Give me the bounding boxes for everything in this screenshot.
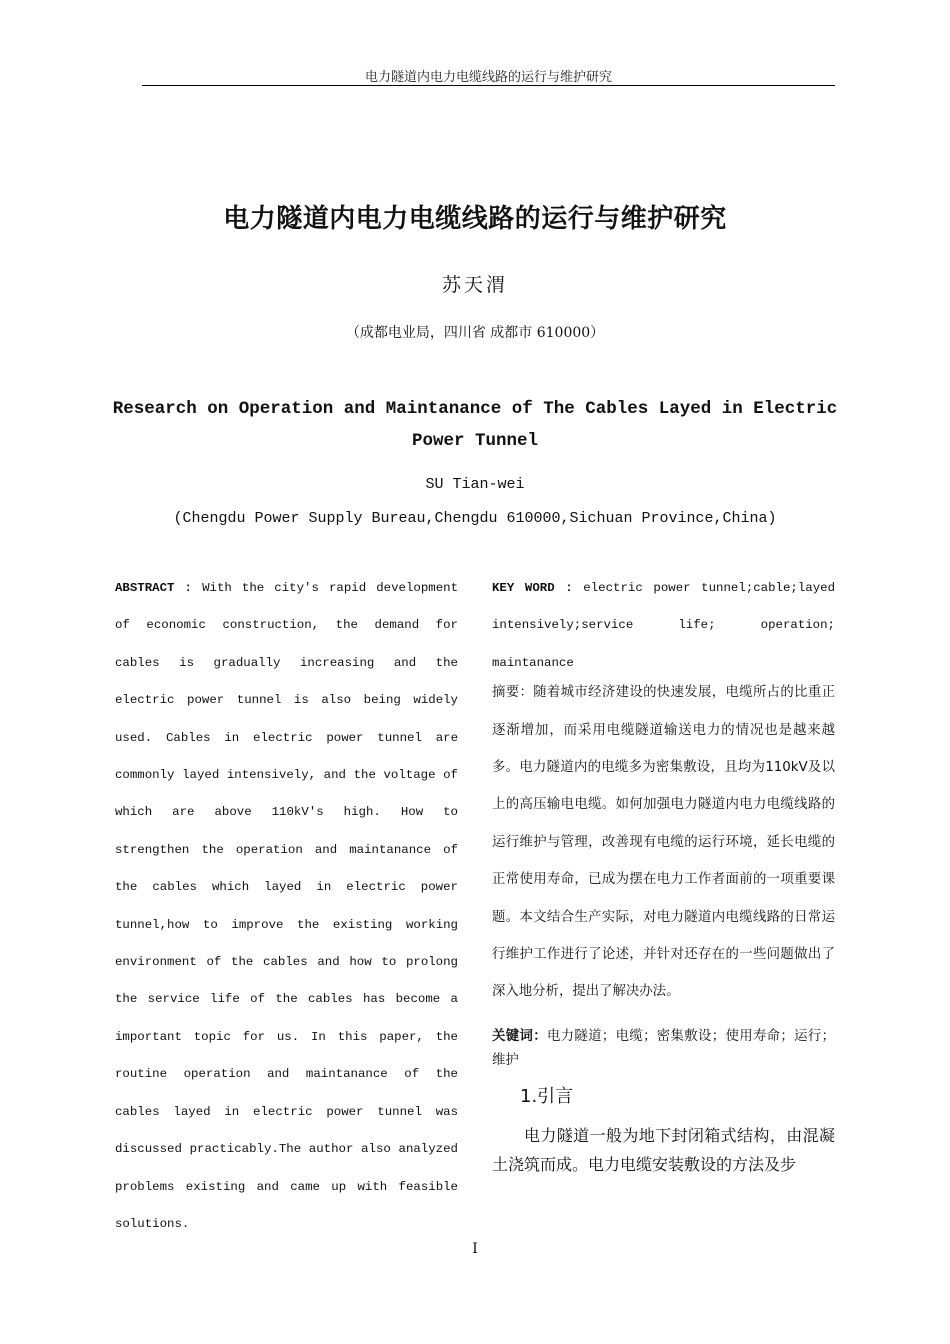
affiliation-en: (Chengdu Power Supply Bureau,Chengdu 610000,Sichuan Province,China) <box>173 510 777 527</box>
paper-title-en: Research on Operation and Maintanance of The Cables Layed in Electric Power Tunnel <box>112 399 838 451</box>
paper-title-cn: 电力隧道内电力电缆线路的运行与维护研究 <box>223 204 727 234</box>
keywords-cn-text: 电力隧道；电缆；密集敷设；使用寿命；运行；维护 <box>492 1028 836 1068</box>
author-en: SU Tian-wei <box>425 476 525 493</box>
section-heading-introduction: 1.引言 <box>520 1085 574 1107</box>
keywords-cn-label: 关键词： <box>492 1028 547 1044</box>
abstract-en-label: ABSTRACT : <box>115 581 192 595</box>
keywords-cn <box>492 1025 835 1073</box>
page-number: I <box>472 1241 478 1257</box>
abstract-en <box>115 570 458 1243</box>
right-column <box>492 570 835 1179</box>
abstract-en-text: With the city's rapid development of economic construction, the demand for cables is gradually increasing and the electric power tunnel is also being widely used. Cables in electric power tunnel are commonly layed intensively, and the voltage of which are above 110kV's high. How to strengthen the operation and maintanance of the cables which layed in electric power tunnel,how to improve the existing working environment of the cables and how to prolong the service life of the cables has become a important topic for us. In this paper, the routine operation and maintanance of the cables layed in electric power tunnel was discussed practicably.The author also analyzed problems existing and came up with feasible solutions. <box>115 581 459 1231</box>
author-cn: 苏天渭 <box>441 274 508 296</box>
header-rule <box>142 85 835 86</box>
abstract-cn: 摘要：随着城市经济建设的快速发展，电缆所占的比重正逐渐增加，而采用电缆隧道输送电力的情况也是越来越多。电力隧道内的电缆多为密集敷设，且均为110kV及以上的高压输电电缆。如何加强电力隧道内电力电缆线路的运行维护与管理，改善现有电缆的运行环境，延长电缆的正常使用寿命，已成为摆在电力工作者面前的一项重要课题。本文结合生产实际，对电力隧道内电缆线路的日常运行维护工作进行了论述，并针对还存在的一些问题做出了深入地分析，提出了解决办法。 <box>492 685 835 1000</box>
section-body-introduction: 电力隧道一般为地下封闭箱式结构，由混凝土浇筑而成。电力电缆安装敷设的方法及步 <box>492 1125 835 1174</box>
keywords-en-text: electric power tunnel;cable;layed intensively;service life; operation; maintanance <box>492 581 836 670</box>
keywords-en-label: KEY WORD : <box>492 581 573 595</box>
keywords-en <box>492 570 835 682</box>
running-header: 电力隧道内电力电缆线路的运行与维护研究 <box>364 70 612 85</box>
affiliation-cn: （成都电业局，四川省 成都市 610000） <box>345 325 605 341</box>
